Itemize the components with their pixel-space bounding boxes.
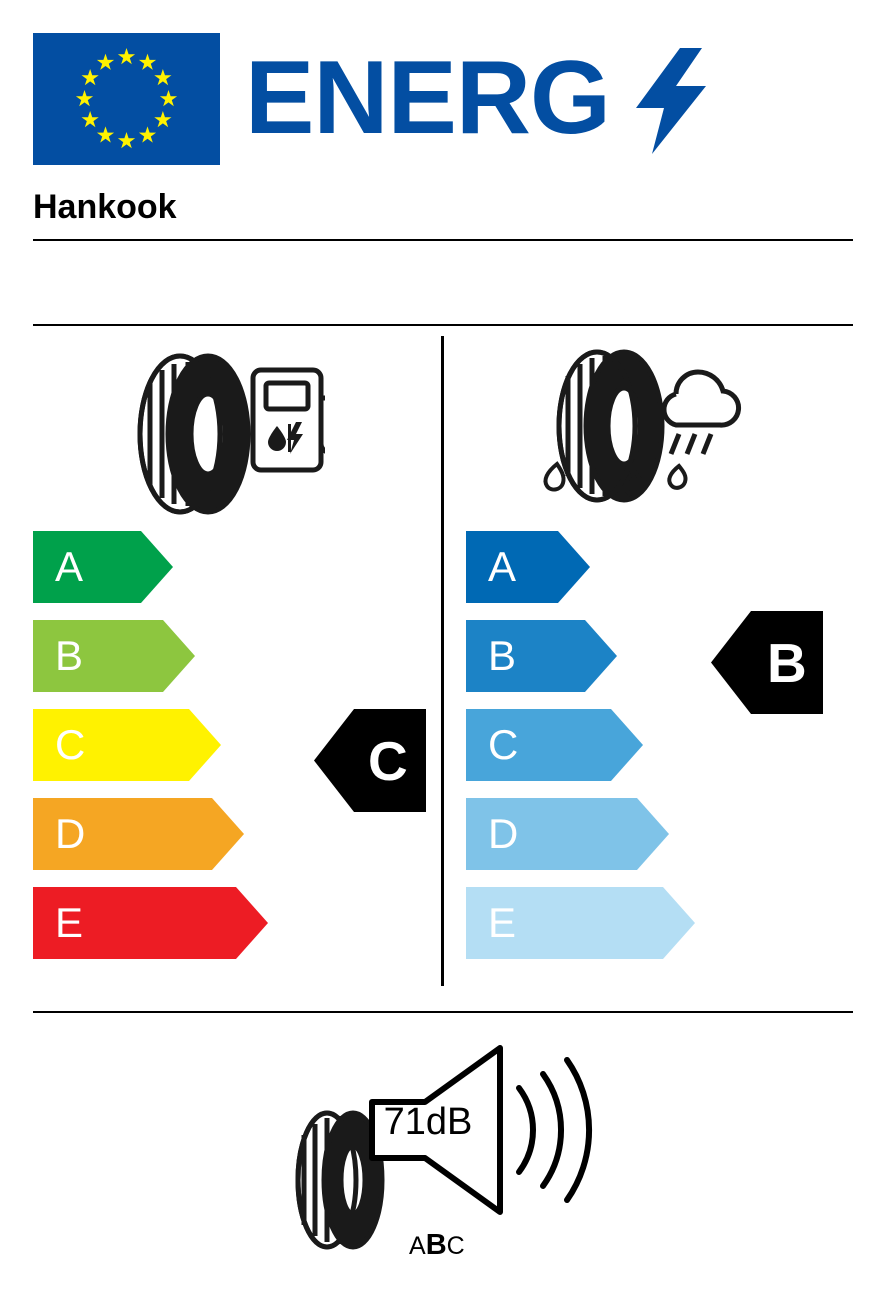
- wet-selected-pointer: [711, 611, 823, 714]
- fuel-grade-row-a: [33, 531, 173, 603]
- fuel-grade-row-e: [33, 887, 268, 959]
- fuel-selected-pointer: [314, 709, 426, 812]
- fuel-selected-label: C: [368, 729, 408, 792]
- wet-grade-label-e: E: [488, 899, 517, 946]
- wet-grade-label-b: B: [488, 632, 517, 679]
- fuel-grade-arrow-a: [33, 531, 173, 603]
- fuel-grade-row-b: [33, 620, 195, 692]
- wet-grade-label-d: D: [488, 810, 519, 857]
- fuel-grade-label-d: D: [55, 810, 86, 857]
- fuel-grade-label-e: E: [55, 899, 84, 946]
- noise-class-a: A: [409, 1232, 426, 1260]
- fuel-grade-row-c: [33, 709, 221, 781]
- lightning-bolt-icon: [636, 48, 706, 154]
- wet-grade-row-c: [466, 709, 643, 781]
- wet-grade-row-a: [466, 531, 590, 603]
- wet-grade-row-e: [466, 887, 695, 959]
- brand-name: Hankook: [33, 188, 177, 226]
- noise-db-value: 71dB: [383, 1101, 473, 1143]
- wet-grade-arrow-a: [466, 531, 590, 603]
- wet-grade-row-d: [466, 798, 669, 870]
- wet-grade-label-a: A: [488, 543, 517, 590]
- fuel-pump-tyre-icon: [120, 352, 325, 517]
- divider-bottom-panel: [33, 1011, 853, 1013]
- divider-vertical: [441, 336, 444, 986]
- fuel-grade-label-b: B: [55, 632, 84, 679]
- noise-class-c: C: [446, 1232, 465, 1260]
- eu-stars-icon: [33, 33, 220, 165]
- wet-grade-label-c: C: [488, 721, 519, 768]
- divider-brand: [33, 239, 853, 241]
- fuel-grade-row-d: [33, 798, 244, 870]
- eu-flag-icon: [33, 33, 220, 165]
- divider-top-panel: [33, 324, 853, 326]
- fuel-grade-label-c: C: [55, 721, 86, 768]
- noise-class-scale: [409, 1229, 465, 1262]
- energy-wordmark: ENERG: [245, 40, 610, 156]
- fuel-grade-label-a: A: [55, 543, 84, 590]
- noise-class-b-selected: B: [425, 1229, 447, 1261]
- wet-grade-row-b: [466, 620, 617, 692]
- wet-selected-label: B: [767, 631, 807, 694]
- rain-cloud-tyre-icon: [527, 348, 742, 518]
